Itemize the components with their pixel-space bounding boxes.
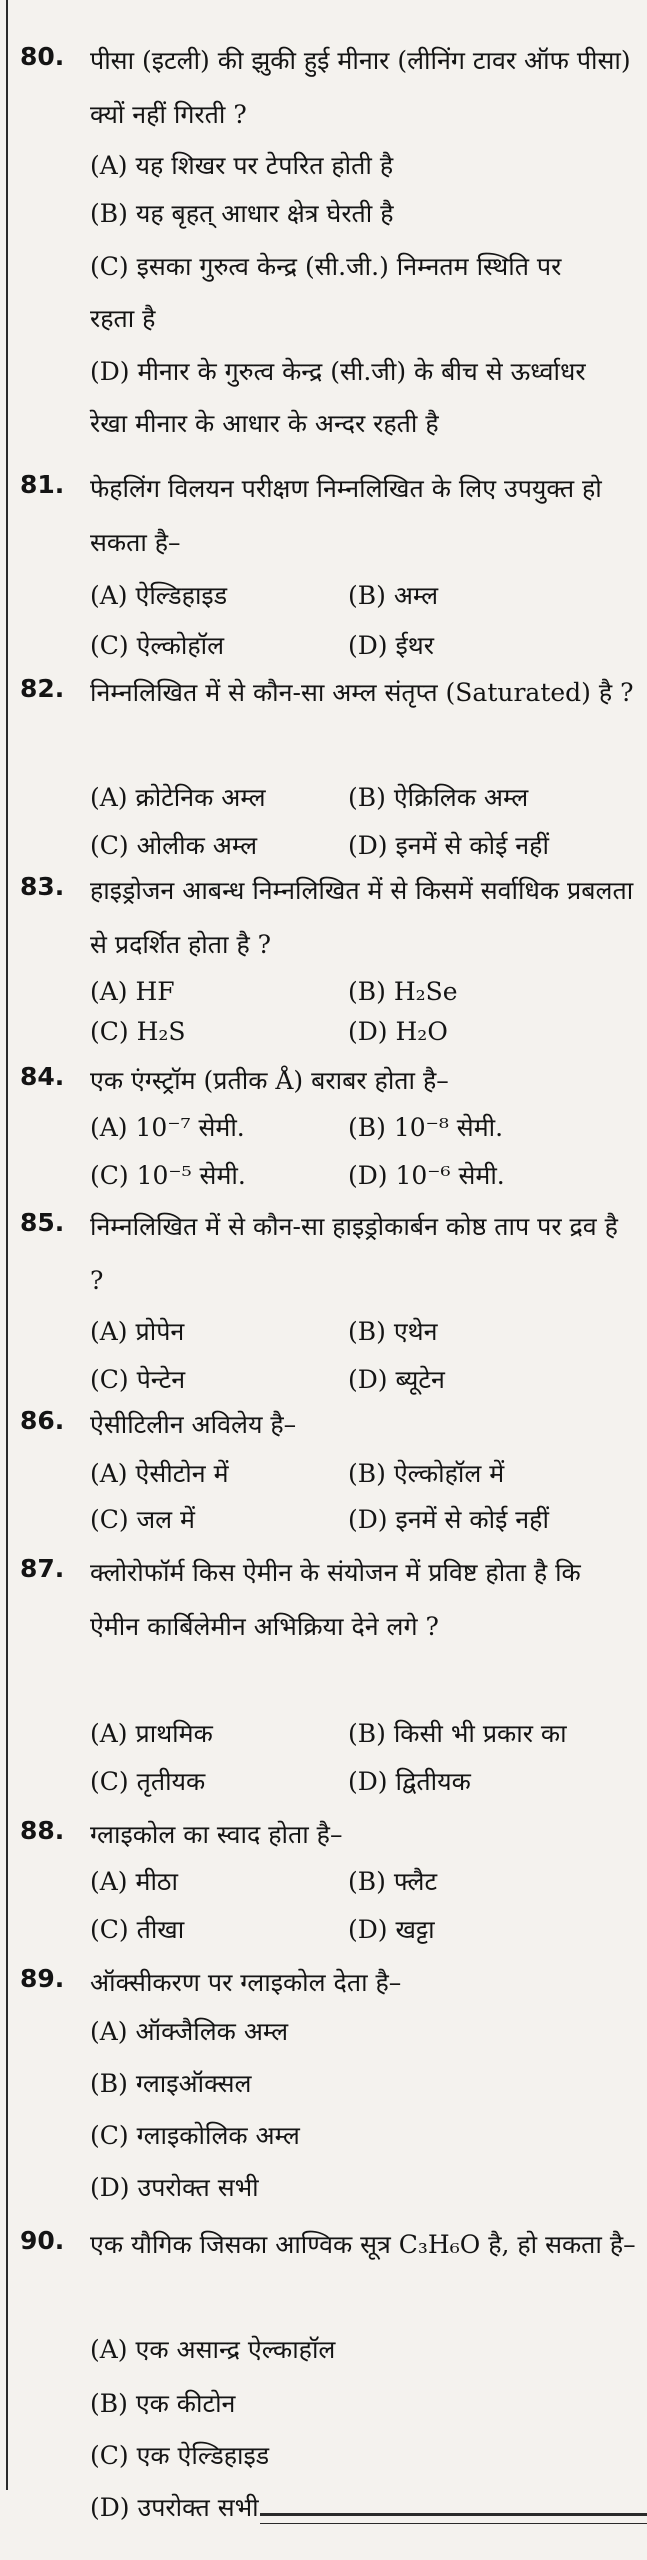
option-b: (B) फ्लैट xyxy=(348,1867,438,1896)
question-number: 82. xyxy=(20,674,65,703)
option-c: (C) जल में xyxy=(90,1505,195,1534)
question-stem: ऐसीटिलीन अविलेय है– xyxy=(90,1410,297,1439)
question-number: 81. xyxy=(20,470,65,499)
option-a: (A) HF xyxy=(90,977,175,1006)
option-c: (C) ऐल्कोहॉल xyxy=(90,631,225,660)
option-a: (A) ऐसीटोन में xyxy=(90,1459,229,1488)
option-b: (B) ऐल्कोहॉल में xyxy=(348,1459,505,1488)
option-b: (B) यह बृहत् आधार क्षेत्र घेरती है xyxy=(90,199,394,228)
option-c: (C) पेन्टेन xyxy=(90,1365,186,1394)
option-d: (D) उपरोक्त सभी xyxy=(90,2173,259,2202)
option-c: (C) H₂S xyxy=(90,1017,186,1046)
option-b: (B) अम्ल xyxy=(348,581,439,610)
question-stem: ऑक्सीकरण पर ग्लाइकोल देता है– xyxy=(90,1968,402,1997)
option-b: (B) एथेन xyxy=(348,1317,438,1346)
question-number: 80. xyxy=(20,42,65,71)
option-a: (A) एक असान्द्र ऐल्काहॉल xyxy=(90,2335,336,2364)
option-b: (B) 10⁻⁸ सेमी. xyxy=(348,1113,504,1142)
option-b: (B) H₂Se xyxy=(348,977,458,1006)
option-b: (B) ऐक्रिलिक अम्ल xyxy=(348,783,529,812)
question-number: 90. xyxy=(20,2226,65,2255)
option-c: (C) इसका गुरुत्व केन्द्र (सी.जी.) निम्नतम स्थिति पर रहता है xyxy=(90,252,562,333)
option-a: (A) 10⁻⁷ सेमी. xyxy=(90,1113,245,1142)
question-number: 89. xyxy=(20,1964,65,1993)
option-d: (D) खट्टा xyxy=(348,1915,435,1944)
question-stem: फेहलिंग विलयन परीक्षण निम्नलिखित के लिए उपयुक्त हो सकता है– xyxy=(90,474,602,557)
question-stem: निम्नलिखित में से कौन-सा हाइड्रोकार्बन कोष्ठ ताप पर द्रव है ? xyxy=(90,1212,618,1295)
option-d: (D) मीनार के गुरुत्व केन्द्र (सी.जी) के बीच से ऊर्ध्वाधर रेखा मीनार के आधार के अन्दर रहती है xyxy=(90,357,586,438)
option-c: (C) ओलीक अम्ल xyxy=(90,831,258,860)
question-number: 83. xyxy=(20,872,65,901)
option-a: (A) यह शिखर पर टेपरित होती है xyxy=(90,151,394,180)
option-d: (D) इनमें से कोई नहीं xyxy=(348,831,549,860)
option-c: (C) तीखा xyxy=(90,1915,185,1944)
question-stem: हाइड्रोजन आबन्ध निम्नलिखित में से किसमें सर्वाधिक प्रबलता से प्रदर्शित होता है ? xyxy=(90,876,634,959)
option-d: (D) उपरोक्त सभी xyxy=(90,2493,259,2522)
question-number: 87. xyxy=(20,1554,65,1583)
question-number: 86. xyxy=(20,1406,65,1435)
question-number: 85. xyxy=(20,1208,65,1237)
question-stem: पीसा (इटली) की झुकी हुई मीनार (लीनिंग टावर ऑफ पीसा) क्यों नहीं गिरती ? xyxy=(90,46,631,129)
option-b: (B) एक कीटोन xyxy=(90,2389,236,2418)
bottom-rule-thin xyxy=(260,2523,647,2524)
option-a: (A) मीठा xyxy=(90,1867,178,1896)
question-stem: निम्नलिखित में से कौन-सा अम्ल संतृप्त (Saturated) है ? xyxy=(90,678,634,707)
option-a: (A) क्रोटेनिक अम्ल xyxy=(90,783,266,812)
question-stem: ग्लाइकोल का स्वाद होता है– xyxy=(90,1820,343,1849)
option-b: (B) ग्लाइऑक्सल xyxy=(90,2069,252,2098)
option-d: (D) इनमें से कोई नहीं xyxy=(348,1505,549,1534)
question-number: 88. xyxy=(20,1816,65,1845)
option-d: (D) 10⁻⁶ सेमी. xyxy=(348,1161,505,1190)
option-c: (C) तृतीयक xyxy=(90,1767,206,1796)
question-number: 84. xyxy=(20,1062,65,1091)
option-b: (B) किसी भी प्रकार का xyxy=(348,1719,567,1748)
left-margin-rule xyxy=(6,0,8,2490)
option-a: (A) ऑक्जैलिक अम्ल xyxy=(90,2017,289,2046)
option-d: (D) ईथर xyxy=(348,631,434,660)
option-d: (D) ब्यूटेन xyxy=(348,1365,445,1394)
question-stem: क्लोरोफॉर्म किस ऐमीन के संयोजन में प्रविष्ट होता है कि ऐमीन कार्बिलेमीन अभिक्रिया देने लगे ? xyxy=(90,1558,581,1641)
option-d: (D) H₂O xyxy=(348,1017,448,1046)
option-a: (A) प्रोपेन xyxy=(90,1317,185,1346)
option-c: (C) 10⁻⁵ सेमी. xyxy=(90,1161,246,1190)
option-a: (A) प्राथमिक xyxy=(90,1719,213,1748)
question-stem: एक यौगिक जिसका आण्विक सूत्र C₃H₆O है, हो सकता है– xyxy=(90,2230,636,2259)
bottom-rule xyxy=(260,2513,647,2516)
question-stem: एक एंग्स्ट्रॉम (प्रतीक Å) बराबर होता है– xyxy=(90,1066,449,1095)
option-c: (C) ग्लाइकोलिक अम्ल xyxy=(90,2121,300,2150)
option-c: (C) एक ऐल्डिहाइड xyxy=(90,2441,270,2470)
option-d: (D) द्वितीयक xyxy=(348,1767,471,1796)
option-a: (A) ऐल्डिहाइड xyxy=(90,581,228,610)
